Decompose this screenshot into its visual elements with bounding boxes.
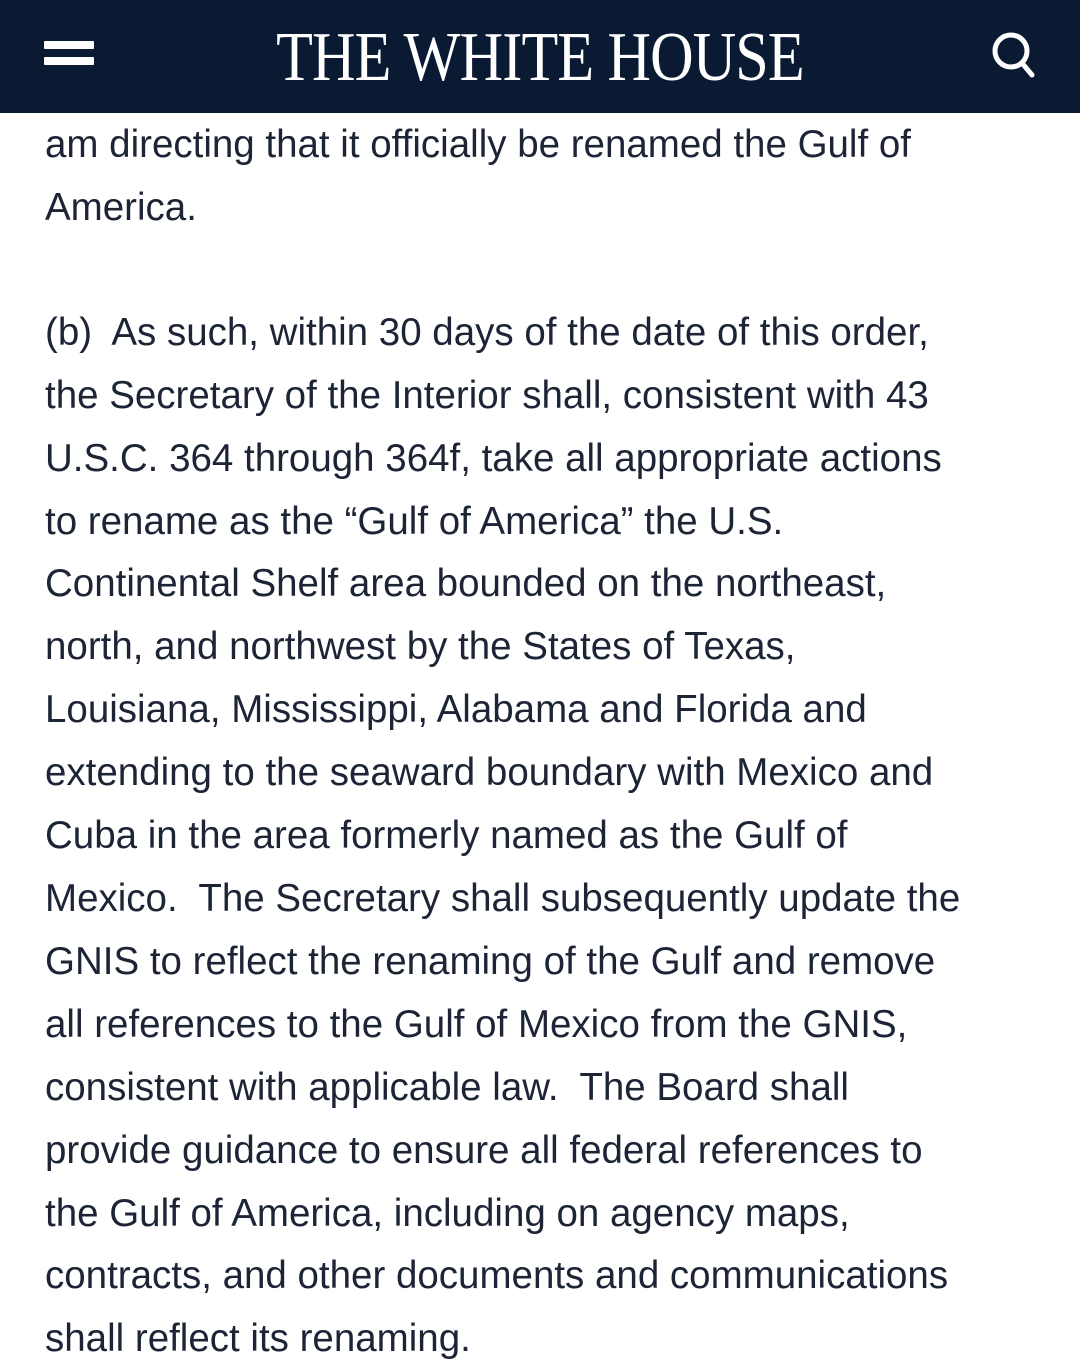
text-line: GNIS to reflect the renaming of the Gulf and remove <box>45 939 936 983</box>
article-body <box>45 113 1055 1371</box>
text-line: extending to the seaward boundary with Mexico and <box>45 751 934 795</box>
search-button[interactable] <box>982 28 1038 84</box>
text-line: shall reflect its renaming. <box>45 1317 471 1361</box>
text-line: the Secretary of the Interior shall, consistent with 43 <box>45 373 929 417</box>
site-title[interactable]: THE WHITE HOUSE <box>276 19 804 96</box>
text-line: provide guidance to ensure all federal references to <box>45 1128 923 1172</box>
text-line: am directing that it officially be renamed the Gulf of <box>45 123 911 166</box>
text-line: Mexico. The Secretary shall subsequently update the <box>45 876 961 920</box>
paragraph-a <box>45 113 1055 240</box>
text-line: the Gulf of America, including on agency maps, <box>45 1191 850 1235</box>
text-line: U.S.C. 364 through 364f, take all appropriate actions <box>45 436 942 480</box>
top-nav-bar <box>0 0 1080 113</box>
text-line: north, and northwest by the States of Texas, <box>45 625 796 669</box>
text-line: Cuba in the area formerly named as the Gulf of <box>45 814 848 858</box>
text-line: (b) As such, within 30 days of the date of this order, <box>45 310 929 354</box>
text-line: America. <box>45 185 197 229</box>
text-line: contracts, and other documents and communications <box>45 1254 949 1298</box>
text-line: Continental Shelf area bounded on the northeast, <box>45 562 887 606</box>
text-line: all references to the Gulf of Mexico from the GNIS, <box>45 1002 908 1046</box>
text-line: to rename as the “Gulf of America” the U.S. <box>45 499 784 543</box>
text-line: Louisiana, Mississippi, Alabama and Florida and <box>45 688 867 732</box>
paragraph-b <box>45 302 1055 1371</box>
text-line: consistent with applicable law. The Board shall <box>45 1065 849 1109</box>
search-icon <box>982 28 1038 84</box>
